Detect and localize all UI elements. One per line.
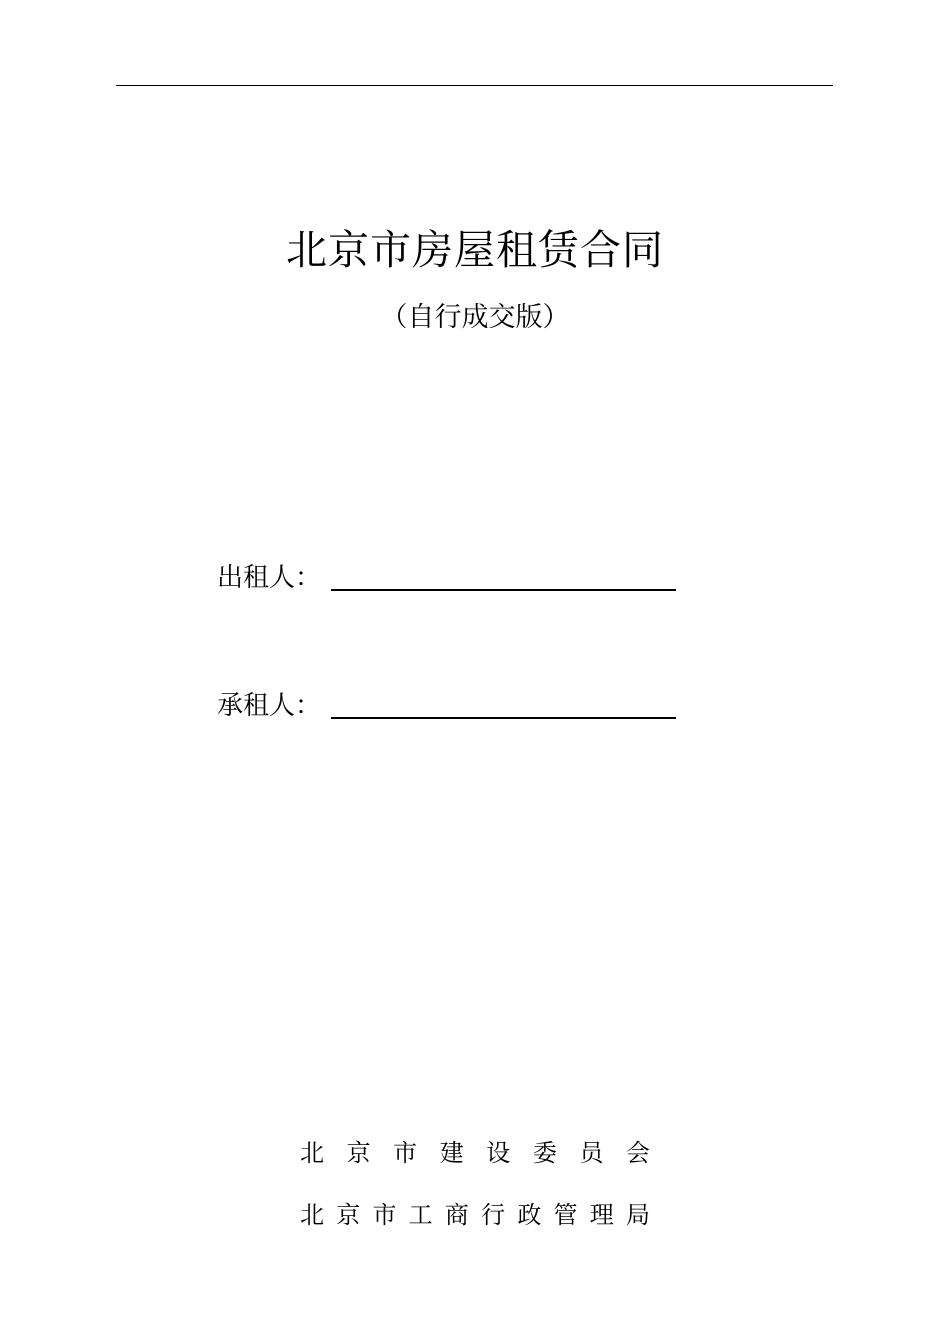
issuer-char: 商 bbox=[444, 1201, 469, 1229]
lessor-blank-line[interactable] bbox=[331, 589, 676, 591]
issuer-char: 京 bbox=[336, 1201, 361, 1229]
issuer-char: 京 bbox=[346, 1139, 371, 1167]
issuer-char: 市 bbox=[393, 1139, 418, 1167]
header-rule bbox=[116, 85, 833, 86]
issuer-char: 理 bbox=[589, 1201, 614, 1229]
issuer-char: 工 bbox=[408, 1201, 433, 1229]
issuer-char: 管 bbox=[553, 1201, 578, 1229]
issuer-char: 市 bbox=[372, 1201, 397, 1229]
issuer-industry-commerce-bureau bbox=[300, 1199, 650, 1231]
issuer-char: 员 bbox=[579, 1139, 604, 1167]
issuer-char: 设 bbox=[486, 1139, 511, 1167]
issuer-char: 北 bbox=[300, 1201, 324, 1229]
issuer-char: 政 bbox=[517, 1201, 542, 1229]
issuer-char: 会 bbox=[625, 1139, 650, 1167]
contract-title: 北京市房屋租赁合同 bbox=[286, 226, 664, 274]
issuer-char: 委 bbox=[532, 1139, 557, 1167]
issuer-char: 北 bbox=[300, 1139, 324, 1167]
lessee-blank-line[interactable] bbox=[331, 717, 676, 719]
contract-subtitle: （自行成交版） bbox=[380, 302, 570, 333]
lessor-label: 出租人： bbox=[217, 563, 322, 593]
issuer-char: 局 bbox=[625, 1201, 650, 1229]
issuer-char: 建 bbox=[439, 1139, 464, 1167]
issuer-construction-commission bbox=[300, 1137, 650, 1169]
lessee-label: 承租人： bbox=[217, 691, 322, 721]
issuer-char: 行 bbox=[481, 1201, 506, 1229]
